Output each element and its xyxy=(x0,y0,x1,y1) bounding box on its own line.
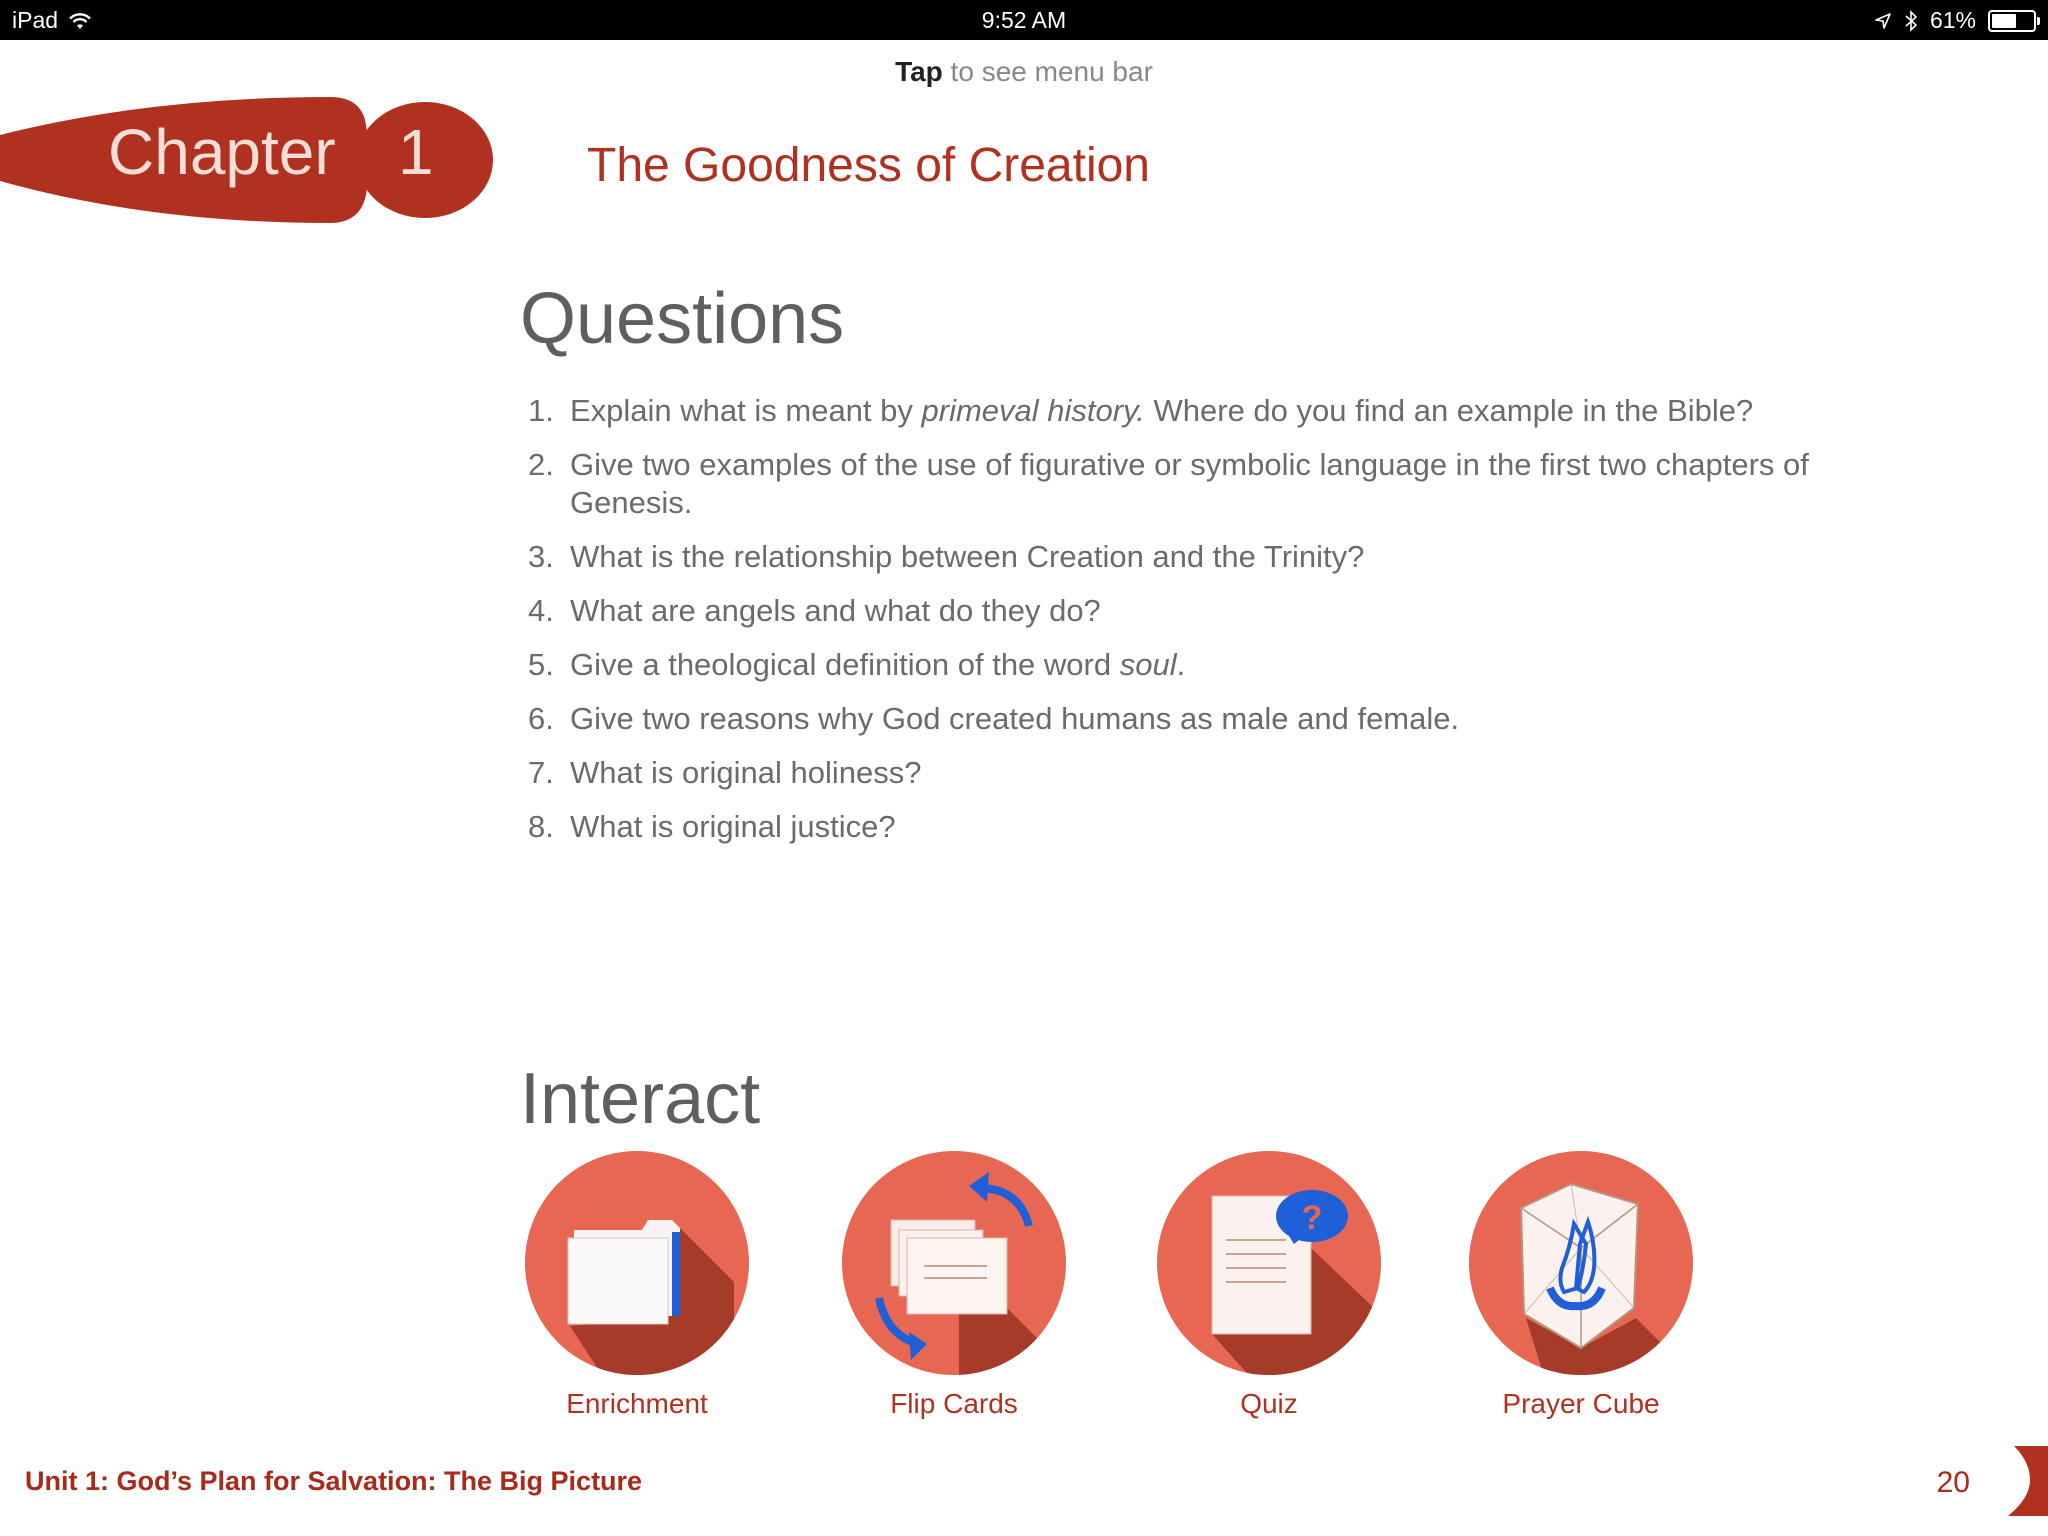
chapter-banner xyxy=(0,95,500,225)
questions-list xyxy=(520,392,1900,862)
flip-cards-widget[interactable] xyxy=(824,1148,1084,1420)
interact-heading: Interact xyxy=(520,1059,761,1139)
question-number: 6. xyxy=(528,701,554,736)
status-bar xyxy=(0,0,2048,40)
question-item xyxy=(520,392,1900,430)
tile-label: Prayer Cube xyxy=(1502,1388,1660,1419)
question-number: 1. xyxy=(528,393,554,428)
battery-percent: 61% xyxy=(1929,7,1976,33)
tile-label: Enrichment xyxy=(566,1388,708,1419)
question-emphasis: primeval history. xyxy=(921,393,1145,428)
question-text: What is original holiness? xyxy=(570,755,922,790)
device-name: iPad xyxy=(12,7,59,33)
prayer-cube-widget[interactable] xyxy=(1451,1148,1711,1420)
question-number: 5. xyxy=(528,647,554,682)
hint-text: to see menu bar xyxy=(942,56,1153,87)
flip-cards-icon xyxy=(839,1148,1069,1378)
question-item xyxy=(520,808,1900,846)
battery-icon xyxy=(1988,10,2036,32)
question-text: What is the relationship between Creation and the Trinity? xyxy=(570,539,1365,574)
question-number: 7. xyxy=(528,755,554,790)
question-text: Give a theological definition of the word xyxy=(570,647,1120,682)
question-item xyxy=(520,700,1900,738)
page-corner-tab[interactable] xyxy=(2008,1446,2048,1516)
question-text: Explain what is meant by xyxy=(570,393,922,428)
unit-title: Unit 1: God’s Plan for Salvation: The Big Picture xyxy=(25,1466,643,1496)
questions-heading: Questions xyxy=(520,279,845,359)
question-emphasis: soul xyxy=(1119,647,1177,682)
menu-bar-hint[interactable] xyxy=(0,56,2048,88)
question-text: What are angels and what do they do? xyxy=(570,593,1101,628)
question-text-end: . xyxy=(1176,647,1186,682)
svg-text:?: ? xyxy=(1301,1199,1323,1237)
interact-row xyxy=(0,1148,2048,1438)
chapter-number: 1 xyxy=(398,116,434,188)
quiz-icon xyxy=(1154,1148,1384,1378)
question-number: 3. xyxy=(528,539,554,574)
tile-label: Quiz xyxy=(1240,1388,1298,1419)
question-item xyxy=(520,646,1900,684)
location-icon xyxy=(1874,12,1892,30)
folder-icon xyxy=(522,1148,752,1378)
quiz-widget[interactable] xyxy=(1139,1148,1399,1420)
prayer-cube-icon xyxy=(1466,1148,1696,1378)
question-text-end: Where do you find an example in the Bible? xyxy=(1144,393,1754,428)
question-item xyxy=(520,446,1900,522)
question-item xyxy=(520,538,1900,576)
bluetooth-icon xyxy=(1904,10,1918,32)
tile-label: Flip Cards xyxy=(890,1388,1018,1419)
enrichment-widget[interactable] xyxy=(507,1148,767,1420)
question-number: 4. xyxy=(528,593,554,628)
question-text: Give two examples of the use of figurative or symbolic language in the first two chapters of Genesis. xyxy=(570,447,1809,520)
tap-word: Tap xyxy=(895,56,943,87)
page-number: 20 xyxy=(1936,1466,1970,1499)
question-number: 8. xyxy=(528,809,554,844)
question-item xyxy=(520,592,1900,630)
question-text: Give two reasons why God created humans as male and female. xyxy=(570,701,1460,736)
question-item xyxy=(520,754,1900,792)
chapter-title: The Goodness of Creation xyxy=(587,139,1150,192)
question-number: 2. xyxy=(528,447,554,482)
chapter-label: Chapter xyxy=(108,116,336,188)
clock: 9:52 AM xyxy=(981,7,1067,33)
question-text: What is original justice? xyxy=(570,809,896,844)
